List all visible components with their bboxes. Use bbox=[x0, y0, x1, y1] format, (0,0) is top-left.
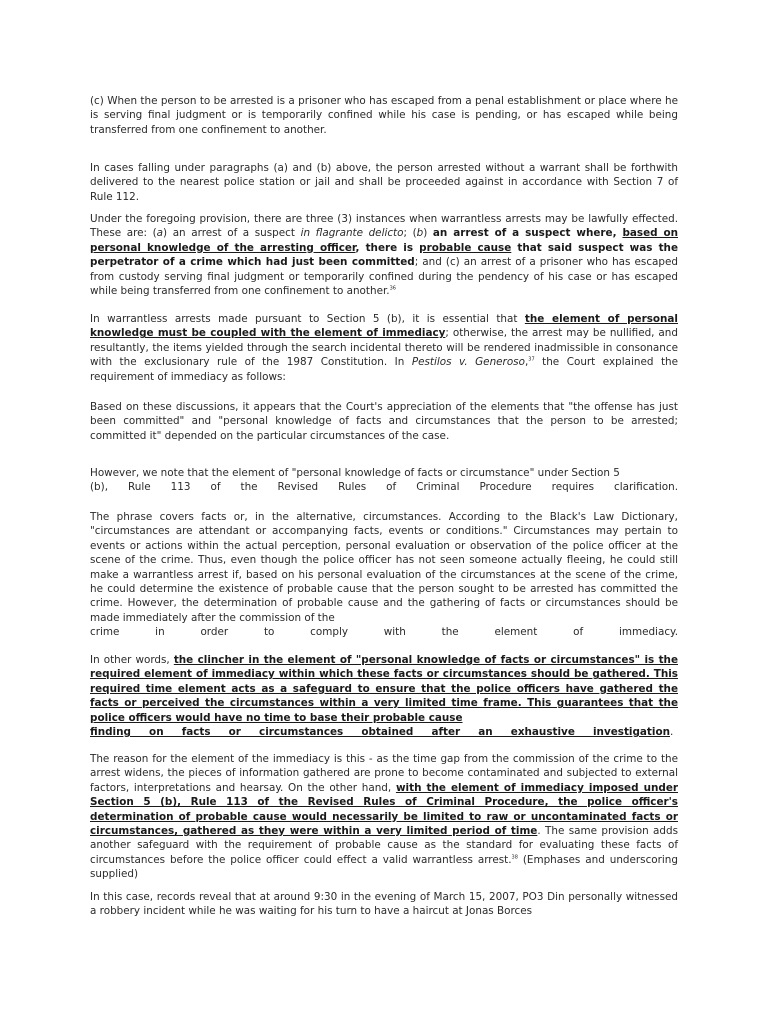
paragraph-records: In this case, records reveal that at around 9:30 in the evening of March 15, 2007, PO3 Din personally witnessed a robbery incident while he was waiting for his turn to have a haircut at Jonas Borces bbox=[90, 891, 678, 918]
footnote-ref-37[interactable]: 37 bbox=[528, 356, 535, 363]
paragraph-three-instances: Under the foregoing provision, there are three (3) instances when warrantless arrests may be lawfully effected. These are: (a) an arrest of a suspect in flagrante delicto; (b) an arrest of a suspect where, based on personal knowledge of the arresting officer, there is probable cause that said suspect was the perpetrator of a crime which had just been committed; and (c) an arrest of a prisoner who has escaped from custody serving final judgment or temporarily confined during the pendency of his case or has escaped while being transferred from one confinement to another.$^{36}$ bbox=[90, 213, 679, 298]
paragraph-clincher: In other words, the clincher in the element of "personal knowledge of facts or circumstances" is the required element of immediacy within which these facts or circumstances should be gathered. This required time element acts as a safeguard to ensure that the police officers have gathered the facts or perceived the circumstances within a very limited time frame. This guarantees that the police officers would have no time to base their probable cause finding on facts or circumstances obtained after an exhaustive investigation. bbox=[90, 654, 678, 739]
paragraph-delivery: In cases falling under paragraphs (a) and (b) above, the person arrested without a warrant shall be forthwith delivered to the nearest police station or jail and shall be proceeded against in accordance with Section 7 of Rule 112. bbox=[90, 162, 678, 203]
paragraph-court-appreciation: Based on these discussions, it appears that the Court's appreciation of the elements that "the offense has just been committed" and "personal knowledge of facts and circumstances that the person to be arrested; committed it" depended on the particular circumstances of the case. bbox=[90, 401, 678, 442]
paragraph-clarification: However, we note that the element of "personal knowledge of facts or circumstance" under Section 5 (b), Rule 113 of the Revised Rules of Criminal Procedure requires clarification. bbox=[90, 467, 678, 494]
paragraph-rule-c: (c) When the person to be arrested is a prisoner who has escaped from a penal establishment or place where he is serving final judgment or is temporarily confined while his case is pending, or has escaped while being transferred from one confinement to another. bbox=[90, 95, 678, 136]
footnote-ref-38[interactable]: 38 bbox=[511, 854, 518, 861]
paragraph-reason-immediacy: The reason for the element of the immediacy is this - as the time gap from the commission of the crime to the arrest widens, the pieces of information gathered are prone to become contaminated and subjected to external factors, interpretations and hearsay. On the other hand, with the element of immediacy imposed under Section 5 (b), Rule 113 of the Revised Rules of Criminal Procedure, the police officer's determination of probable cause would necessarily be limited to raw or uncontaminated facts or circumstances, gathered as they were within a very limited period of time. The same provision adds another safeguard with the requirement of probable cause as the standard for evaluating these facts of circumstances before the police officer could effect a valid warrantless arrest.$^{38}$ (Emphases and underscoring supplied) bbox=[90, 753, 679, 881]
paragraph-circumstances: The phrase covers facts or, in the alternative, circumstances. According to the Black's Law Dictionary, "circumstances are attendant or accompanying facts, events or conditions." Circumstances may pertain to events or actions within the actual perception, personal evaluation or observation of the police officer at the scene of the crime. Thus, even though the police officer has not seen someone actually fleeing, he could still make a warrantless arrest if, based on his personal evaluation of the circumstances at the scene of the crime, he could determine the existence of probable cause that the person sought to be arrested has committed the crime. However, the determination of probable cause and the gathering of facts or circumstances should be made immediately after the commission of the crime in order to comply with the element of immediacy. bbox=[90, 511, 678, 639]
paragraph-immediacy: In warrantless arrests made pursuant to Section 5 (b), it is essential that the element of personal knowledge must be coupled with the element of immediacy; otherwise, the arrest may be nullified, and resultantly, the items yielded through the search incidental thereto will be rendered inadmissible in consonance with the exclusionary rule of the 1987 Constitution. In Pestilos v. Generoso,$^{37}$ the Court explained the requirement of immediacy as follows: bbox=[90, 313, 678, 383]
footnote-ref-36[interactable]: 36 bbox=[389, 285, 396, 292]
